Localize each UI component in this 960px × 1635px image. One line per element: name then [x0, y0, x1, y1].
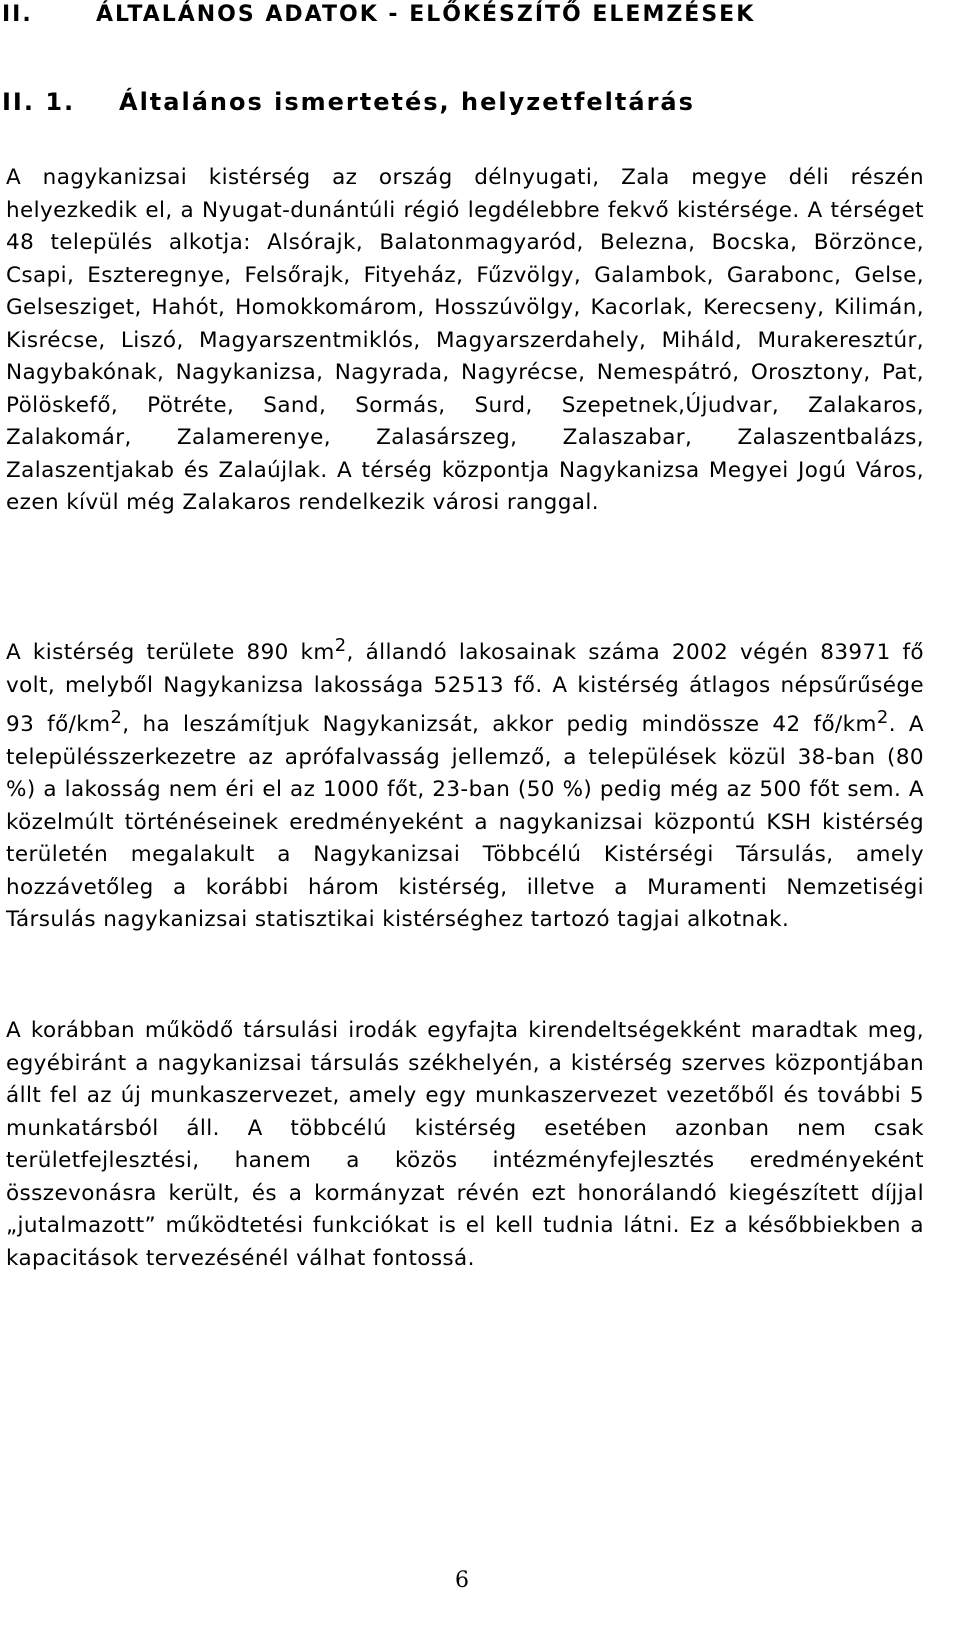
superscript-square: 2: [334, 635, 347, 656]
chapter-heading: [2, 2, 755, 27]
paragraph-population-part-3: , ha leszámítjuk Nagykanizsát, akkor pedig mindössze 42 fő/km: [122, 712, 877, 738]
paragraph-population: [6, 630, 924, 937]
superscript-square: 2: [110, 707, 123, 729]
paragraph-location: A nagykanizsai kistérség az ország délnyugati, Zala megye déli részén helyezkedik el, a Nyugat-dunántúli régió legdélebbre fekvő kistérsége. A térséget 48 település alkotja: Alsórajk, Balatonmagyaród, Belezna, Bocska, Börzönce, Csapi, Eszteregnye, Felsőrajk, Fityeház, Fűzvölgy, Galambok, Garabonc, Gelse, Gelsesziget, Hahót, Homokkomárom, Hosszúvölgy, Kacorlak, Kerecseny, Kilimán, Kisrécse, Liszó, Magyarszentmiklós, Magyarszerdahely, Miháld, Murakeresztúr, Nagybakónak, Nagykanizsa, Nagyrada, Nagyrécse, Nemespátró, Orosztony, Pat, Pölöskefő, Pötréte, Sand, Sormás, Surd, Szepetnek,Újudvar, Zalakaros, Zalakomár, Zalamerenye, Zalasárszeg, Zalaszabar, Zalaszentbalázs, Zalaszentjakab és Zalaújlak. A térség központja Nagykanizsa Megyei Jogú Város, ezen kívül még Zalakaros rendelkezik városi ranggal.: [6, 165, 924, 515]
section-number: II. 1.: [2, 88, 76, 116]
chapter-title: ÁLTALÁNOS ADATOK - ELŐKÉSZÍTŐ ELEMZÉSEK: [96, 2, 756, 27]
paragraph-population-part-2: , állandó lakosainak száma 2002 végén 83971 fő volt, melyből Nagykanizsa lakossága 52513 fő. A kistérség átlagos népsűrűsége 93 fő/km: [6, 640, 924, 738]
superscript-square: 2: [876, 707, 889, 729]
section-title: Általános ismertetés, helyzetfeltárás: [119, 88, 695, 116]
chapter-number: II.: [2, 2, 33, 27]
section-heading: [2, 88, 695, 116]
paragraph-offices: A korábban működő társulási irodák egyfajta kirendeltségekként maradtak meg, egyébiránt a nagykanizsai társulás székhelyén, a kistérség szerves központjában állt fel az új munkaszervezet, amely egy munkaszervezet vezetőből és további 5 munkatársból áll. A többcélú kistérség esetében azonban nem csak területfejlesztési, hanem a közös intézményfejlesztés eredményeként összevonásra került, és a kormányzat révén ezt honorálandó kiegészített díjjal „jutalmazott” működtetési funkciókat is el kell tudnia látni. Ez a későbbiekben a kapacitások tervezésénél válhat fontossá.: [6, 1018, 924, 1271]
paragraph-population-part-4: . A településszerkezetre az aprófalvasság jellemző, a települések közül 38-ban (80 %) a lakosság nem éri el az 1000 főt, 23-ban (50 %) pedig még az 500 főt sem. A közelmúlt történéseinek eredményeként a nagykanizsai központú KSH kistérség területén megalakult a Nagykanizsai Többcélú Kistérségi Társulás, amely hozzávetőleg a korábbi három kistérség, illetve a Muramenti Nemzetiségi Társulás nagykanizsai statisztikai kistérséghez tartozó tagjai alkotnak.: [6, 712, 924, 933]
paragraph-population-part-1: A kistérség területe 890 km: [6, 640, 335, 666]
page-number: 6: [455, 1568, 469, 1593]
